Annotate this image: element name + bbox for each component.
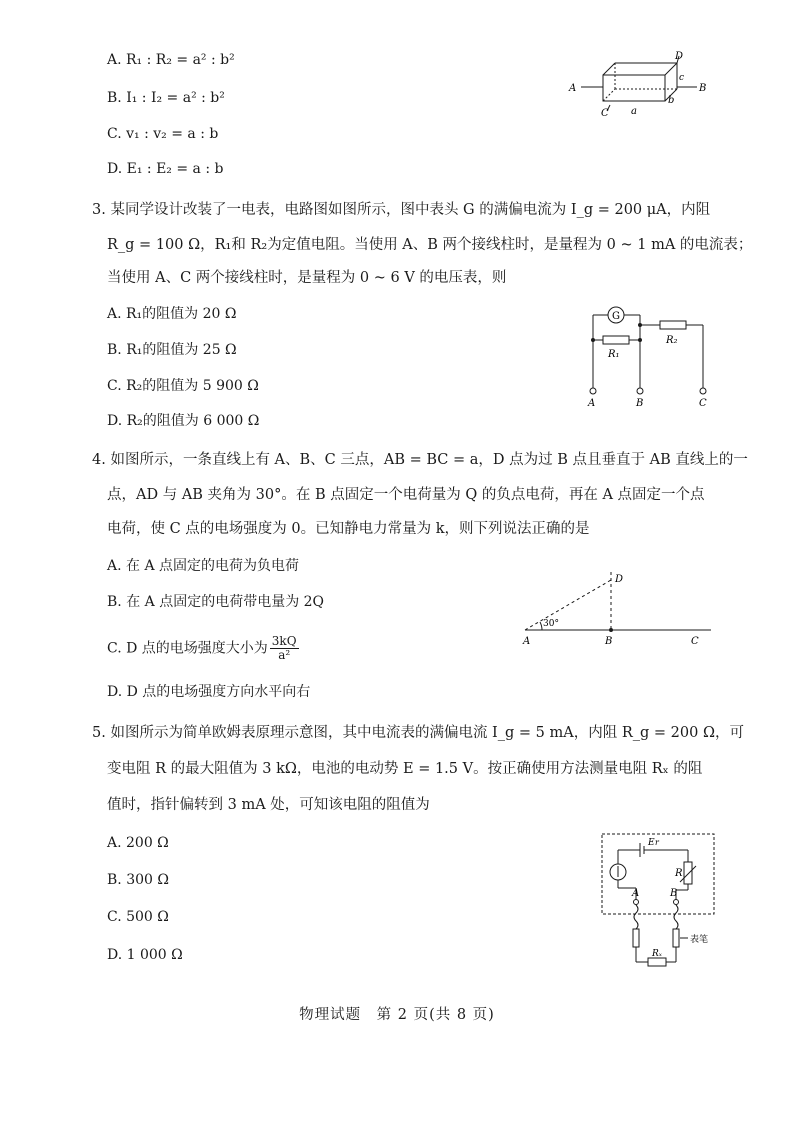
q3-terminal-b: B: [636, 398, 644, 409]
q3-galvanometer-label: G: [612, 311, 620, 322]
q2-block-figure: [565, 50, 715, 120]
q4-point-d: D: [615, 574, 624, 585]
q5-rx-label: Rₓ: [652, 949, 662, 959]
q5-ohmmeter-figure: [598, 830, 720, 970]
page-footer: 物理试题 第 2 页(共 8 页): [299, 1007, 495, 1023]
q3-stem-line-2: R_g = 100 Ω，R₁和 R₂为定值电阻。当使用 A、B 两个接线柱时，是量程为 0 ~ 1 mA 的电流表；: [107, 237, 753, 253]
q5-probe-label: 表笔: [690, 935, 709, 945]
q5-internal-r-label: r: [655, 838, 659, 847]
q5-terminal-b: B: [670, 888, 678, 899]
q3-option-b: B. R₁的阻值为 25 Ω: [107, 342, 237, 358]
q3-stem-line-1: 3. 某同学设计改装了一电表，电路图如图所示，图中表头 G 的满偏电流为 I_g = 200 μA，内阻: [92, 202, 711, 218]
q4-option-c-text: C. D 点的电场强度大小为: [107, 640, 268, 657]
q4-option-c-fraction: [270, 635, 299, 662]
q5-stem-line-3: 值时，指针偏转到 3 mA 处，可知该电阻的阻值为: [107, 797, 430, 813]
q4-point-b: B: [605, 636, 613, 647]
q2-label-b-length: b: [668, 95, 675, 106]
q2-label-a-length: a: [631, 106, 637, 117]
q2-label-b-end: B: [699, 83, 707, 94]
q4-option-b: B. 在 A 点固定的电荷带电量为 2Q: [107, 594, 325, 610]
q2-option-b: B. I₁ : I₂ = a² : b²: [107, 90, 225, 106]
q4-stem-line-1: 4. 如图所示，一条直线上有 A、B、C 三点，AB = BC = a，D 点为过 B 点且垂直于 AB 直线上的一: [92, 452, 748, 468]
q4-option-d: D. D 点的电场强度方向水平向右: [107, 684, 311, 700]
q4-geometry-figure: [515, 560, 715, 650]
q2-label-c-edge: C: [601, 108, 609, 119]
q5-variable-r-label: R: [675, 868, 683, 879]
q3-r2-label: R₂: [666, 335, 678, 346]
q4-stem-line-3: 电荷，使 C 点的电场强度为 0。已知静电力常量为 k，则下列说法正确的是: [107, 521, 590, 537]
q4-angle-label: 30°: [543, 619, 559, 629]
q2-label-d-edge: D: [675, 51, 684, 62]
q3-stem-line-3: 当使用 A、C 两个接线柱时，是量程为 0 ~ 6 V 的电压表，则: [107, 270, 507, 286]
q2-label-a-end: A: [569, 83, 577, 94]
q4-fraction-denominator: a²: [278, 648, 291, 662]
q4-fraction-numerator: 3kQ: [271, 634, 297, 648]
q2-option-a: A. R₁ : R₂ = a² : b²: [107, 52, 235, 68]
q5-stem-line-2: 变电阻 R 的最大阻值为 3 kΩ，电池的电动势 E = 1.5 V。按正确使用方法测量电阻 Rₓ 的阻: [107, 761, 703, 777]
q4-option-a: A. 在 A 点固定的电荷为负电荷: [107, 558, 300, 574]
q3-option-c: C. R₂的阻值为 5 900 Ω: [107, 378, 259, 394]
q5-stem-line-1: 5. 如图所示为简单欧姆表原理示意图，其中电流表的满偏电流 I_g = 5 mA，内阻 R_g = 200 Ω，可: [92, 725, 744, 741]
q4-point-a: A: [523, 636, 531, 647]
q3-terminal-c: C: [699, 398, 707, 409]
q4-option-c: [107, 635, 301, 662]
q2-option-d: D. E₁ : E₂ = a : b: [107, 161, 224, 177]
q5-terminal-a: A: [632, 888, 640, 899]
q3-r1-label: R₁: [608, 349, 620, 360]
q4-stem-line-2: 点，AD 与 AB 夹角为 30°。在 B 点固定一个电荷量为 Q 的负点电荷，再在 A 点固定一个点: [107, 487, 705, 503]
q5-option-c: C. 500 Ω: [107, 909, 169, 925]
q2-label-c-length: c: [679, 73, 685, 83]
q3-terminal-a: A: [588, 398, 596, 409]
q3-option-a: A. R₁的阻值为 20 Ω: [107, 306, 237, 322]
q5-option-b: B. 300 Ω: [107, 872, 169, 888]
q5-option-d: D. 1 000 Ω: [107, 947, 183, 963]
q3-option-d: D. R₂的阻值为 6 000 Ω: [107, 413, 260, 429]
q5-option-a: A. 200 Ω: [107, 835, 169, 851]
q4-point-c: C: [691, 636, 699, 647]
q3-circuit-figure: [578, 300, 718, 410]
q5-emf-label: E: [648, 838, 655, 848]
q2-option-c: C. v₁ : v₂ = a : b: [107, 126, 219, 142]
